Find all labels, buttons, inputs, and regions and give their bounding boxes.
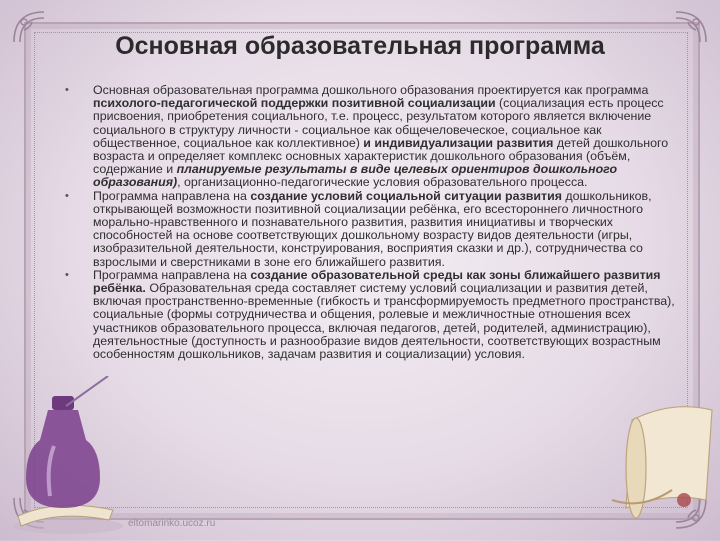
footer-url: eltomarinko.ucoz.ru bbox=[128, 518, 216, 529]
bullet-item bbox=[62, 190, 688, 269]
bullet-item bbox=[62, 84, 688, 190]
quill-icon bbox=[40, 372, 41, 373]
ink-bottle-icon bbox=[8, 376, 128, 536]
parchment-scroll-icon bbox=[602, 380, 720, 530]
slide-title: Основная образовательная программа bbox=[115, 32, 605, 60]
bullet-icon: • bbox=[65, 268, 69, 281]
bullet-text: Основная образовательная программа дошкольного образования проектируется как программа психолого-педагогической поддержки позитивной социализации (социализация есть процесс присвоения, приобретения социального, т.е. процесс, результатом которого является включение социального в структуру личности - социальное как общечеловеческое, социальное как общественное, социальное как коллективное) и индивидуализации развития детей дошкольного возраста и определяет комплекс основных характеристик дошкольного образования (объём, содержание и планируемые результаты в виде целевых ориентиров дошкольного образования), организационно-педагогические условия образовательного процесса. bbox=[93, 83, 669, 190]
bullet-text: Программа направлена на создание условий социальной ситуации развития дошкольников, открывающей возможности позитивной социализации ребёнка, его всестороннего личностного морально-нравственного и познавательного развития, развития инициативы и творческих способностей на основе соответствующих дошкольному возрасту видов деятельности (игры, изобразительной деятельности, конструирования, восприятия сказки и др.), сотрудничества со взрослыми и сверстниками в зоне его ближайшего развития. bbox=[93, 188, 652, 269]
bullet-item bbox=[62, 269, 688, 361]
bullet-icon: • bbox=[65, 84, 69, 96]
bullet-list bbox=[62, 84, 688, 361]
bullet-icon: • bbox=[65, 189, 69, 202]
bullet-text: Программа направлена на создание образовательной среды как зоны ближайшего развития ребёнка. Образовательная среда составляет систему условий социализации и развития детей, включая пространственно-временные (гибкость и трансформируемость предметного пространства), социальные (формы сотрудничества и общения, ролевые и межличностные отношения всех участников образовательного процесса, включая педагогов, детей, родителей, администрацию), деятельностные (доступность и разнообразие видов деятельности, соответствующих возрастным особенностям дошкольников, задачам развития и социализации) условия. bbox=[93, 267, 675, 362]
